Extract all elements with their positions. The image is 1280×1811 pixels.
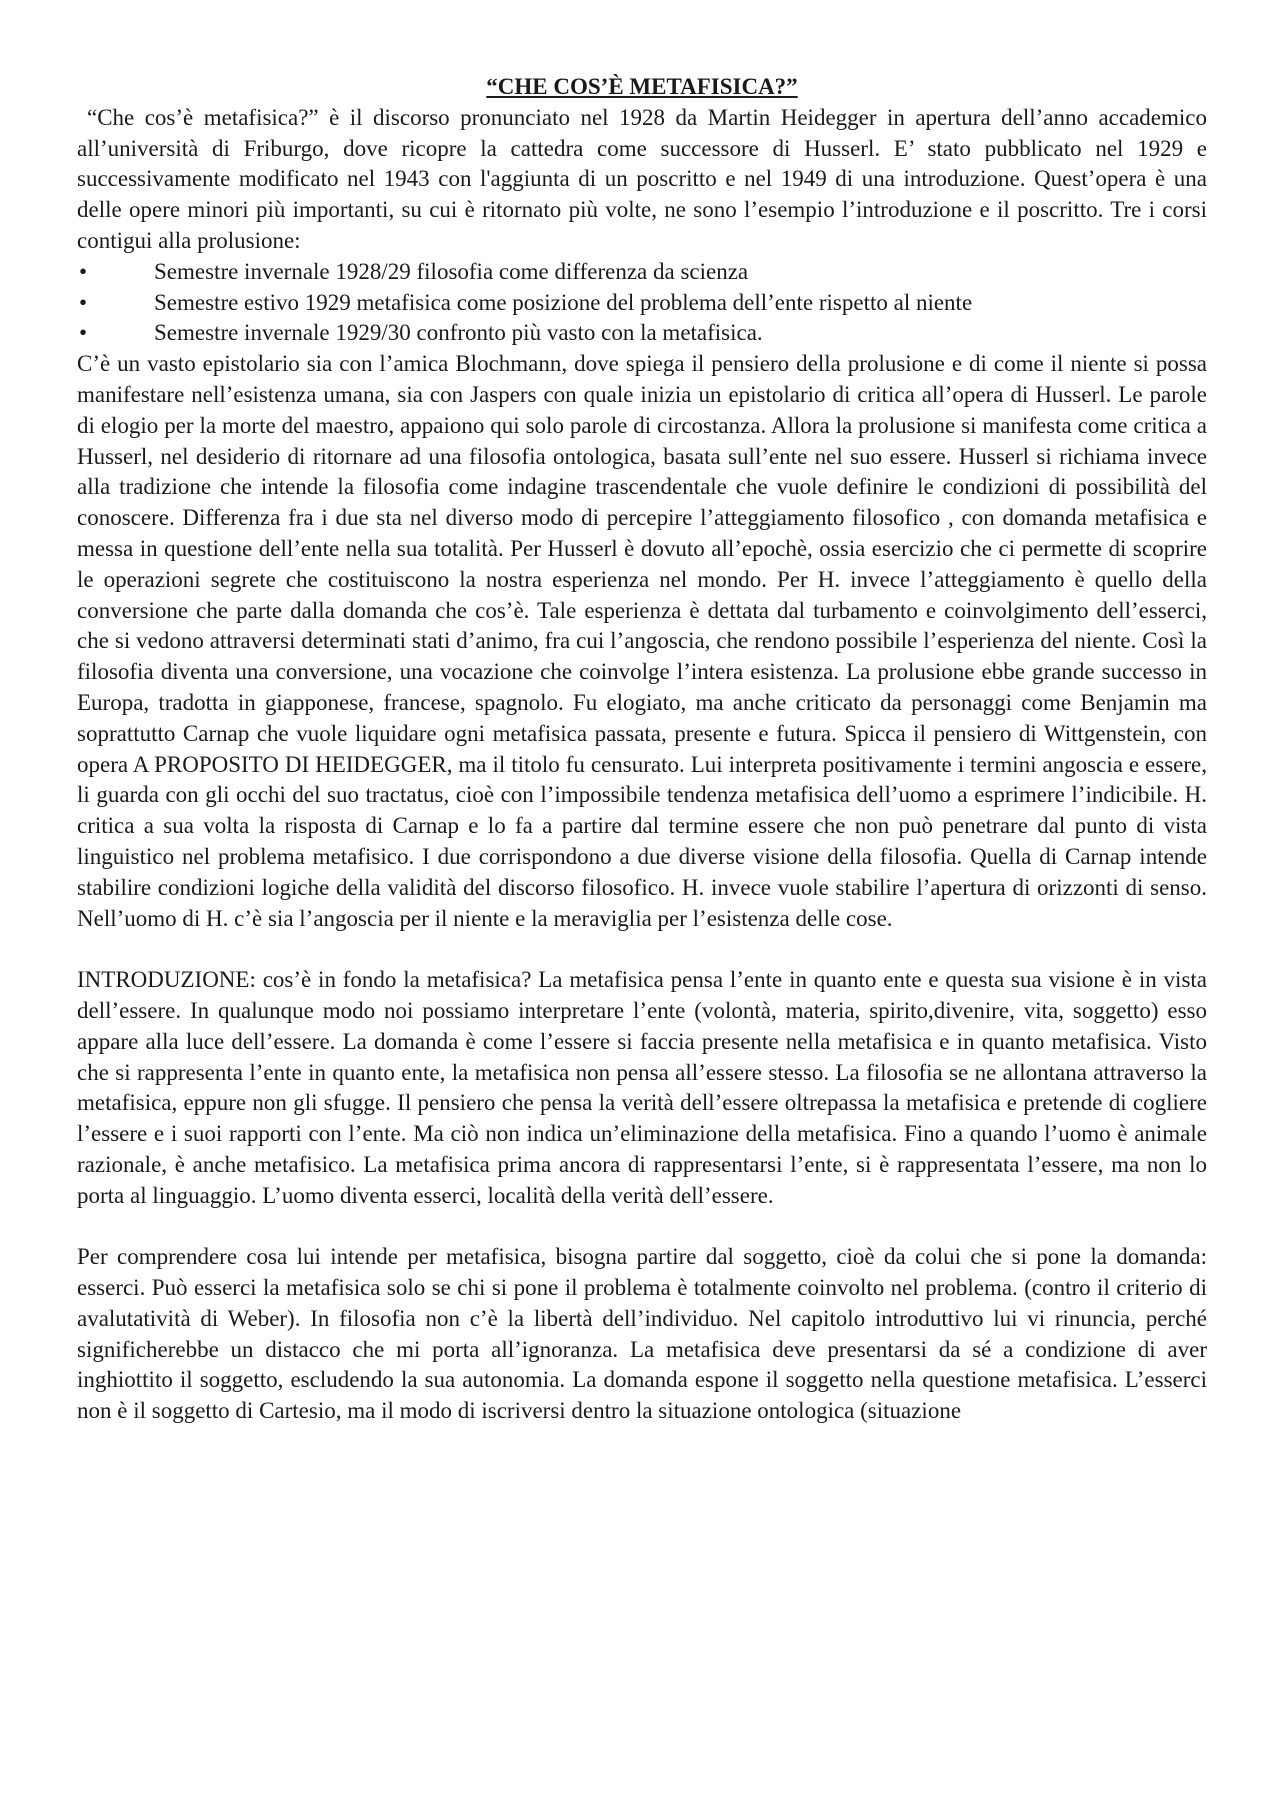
bullet-icon: • xyxy=(79,258,88,284)
list-item-text: Semestre invernale 1928/29 filosofia come differenza da scienza xyxy=(154,258,749,284)
paragraph-spacer xyxy=(77,934,1207,965)
body-paragraph: C’è un vasto epistolario sia con l’amica Blochmann, dove spiega il pensiero della prolusione e di come il niente si possa manifestare nell’esistenza umana, sia con Jaspers con quale inizia un epistolario di critica all’opera di Husserl. Le parole di elogio per la morte del maestro, appaiono qui solo parole di circostanza. Allora la prolusione si manifesta come critica a Husserl, nel desiderio di ritornare ad una filosofia ontologica, basata sull’ente nel suo essere. Husserl si richiama invece alla tradizione che intende la filosofia come indagine trascendentale che vuole definire le condizioni di possibilità del conoscere. Differenza fra i due sta nel diverso modo di percepire l’atteggiamento filosofico , con domanda metafisica e messa in questione dell’ente nella sua totalità. Per Husserl è dovuto all’epochè, ossia esercizio che ci permette di scoprire le operazioni segrete che costituiscono la nostra esperienza nel mondo. Per H. invece l’atteggiamento è quello della conversione che parte dalla domanda che cos’è. Tale esperienza è dettata dal turbamento e coinvolgimento dell’esserci, che si vedono attraversi determinati stati d’animo, fra cui l’angoscia, che rendono possibile l’esperienza del niente. Così la filosofia diventa una conversione, una vocazione che coinvolge l’intera esistenza. La prolusione ebbe grande successo in Europa, tradotta in giapponese, francese, spagnolo. Fu elogiato, ma anche criticato da personaggi come Benjamin ma soprattutto Carnap che vuole liquidare ogni metafisica passata, presente e futura. Spicca il pensiero di Wittgenstein, con opera A PROPOSITO DI HEIDEGGER, ma il titolo fu censurato. Lui interpreta positivamente i termini angoscia e essere, li guarda con gli occhi del suo tractatus, cioè con l’impossibile tendenza metafisica dell’uomo a esprimere l’indicibile. H. critica a sua volta la risposta di Carnap e lo fa a partire dal termine essere che non può penetrare dal punto di vista linguistico nel problema metafisico. I due corrispondono a due diverse visione della filosofia. Quella di Carnap intende stabilire condizioni logiche della validità del discorso filosofico. H. invece vuole stabilire l’apertura di orizzonti di senso. Nell’uomo di H. c’è sia l’angoscia per il niente e la meraviglia per l’esistenza delle cose. xyxy=(77,351,1207,931)
list-item xyxy=(77,288,1207,319)
list-item xyxy=(77,318,1207,349)
bullet-icon: • xyxy=(79,289,88,315)
paragraph-spacer xyxy=(77,1211,1207,1242)
document-page xyxy=(77,72,1207,1427)
intro-paragraph: “Che cos’è metafisica?” è il discorso pronunciato nel 1928 da Martin Heidegger in apertura dell’anno accademico all’università di Friburgo, dove ricopre la cattedra come successore di Husserl. E’ stato pubblicato nel 1929 e successivamente modificato nel 1943 con l'aggiunta di un poscritto e nel 1949 di una introduzione. Quest’opera è una delle opere minori più importanti, su cui è ritornato più volte, ne sono l’esempio l’introduzione e il poscritto. Tre i corsi contigui alla prolusione: xyxy=(77,104,1207,253)
list-item xyxy=(77,257,1207,288)
course-list xyxy=(77,257,1207,349)
document-title: “CHE COS’È METAFISICA?” xyxy=(486,74,798,99)
list-item-text: Semestre invernale 1929/30 confronto più vasto con la metafisica. xyxy=(154,320,763,346)
list-item-text: Semestre estivo 1929 metafisica come posizione del problema dell’ente rispetto al niente xyxy=(154,289,973,315)
bullet-icon: • xyxy=(79,320,88,346)
introduzione-paragraph: INTRODUZIONE: cos’è in fondo la metafisica? La metafisica pensa l’ente in quanto ente e questa sua visione è in vista dell’essere. In qualunque modo noi possiamo interpretare l’ente (volontà, materia, spirito,divenire, vita, soggetto) esso appare alla luce dell’essere. La domanda è come l’essere si faccia presente nella metafisica e in quanto metafisica. Visto che si rappresenta l’ente in quanto ente, la metafisica non pensa all’essere stesso. La filosofia se ne allontana attraverso la metafisica, eppure non gli sfugge. Il pensiero che pensa la verità dell’essere oltrepassa la metafisica e pretende di cogliere l’essere e i suoi rapporti con l’ente. Ma ciò non indica un’eliminazione della metafisica. Fino a quando l’uomo è animale razionale, è anche metafisico. La metafisica prima ancora di rappresentarsi l’ente, si è rappresentata l’essere, ma non lo porta al linguaggio. L’uomo diventa esserci, località della verità dell’essere. xyxy=(77,967,1207,1208)
final-paragraph: Per comprendere cosa lui intende per metafisica, bisogna partire dal soggetto, cioè da colui che si pone la domanda: esserci. Può esserci la metafisica solo se chi si pone il problema è totalmente coinvolto nel problema. (contro il criterio di avalutatività di Weber). In filosofia non c’è la libertà dell’individuo. Nel capitolo introduttivo lui vi rinuncia, perché significherebbe un distacco che mi porta all’ignoranza. La metafisica deve presentarsi da sé a condizione di aver inghiottito il soggetto, escludendo la sua autonomia. La domanda espone il soggetto nella questione metafisica. L’esserci non è il soggetto di Cartesio, ma il modo di iscriversi dentro la situazione ontologica (situazione xyxy=(77,1244,1207,1424)
